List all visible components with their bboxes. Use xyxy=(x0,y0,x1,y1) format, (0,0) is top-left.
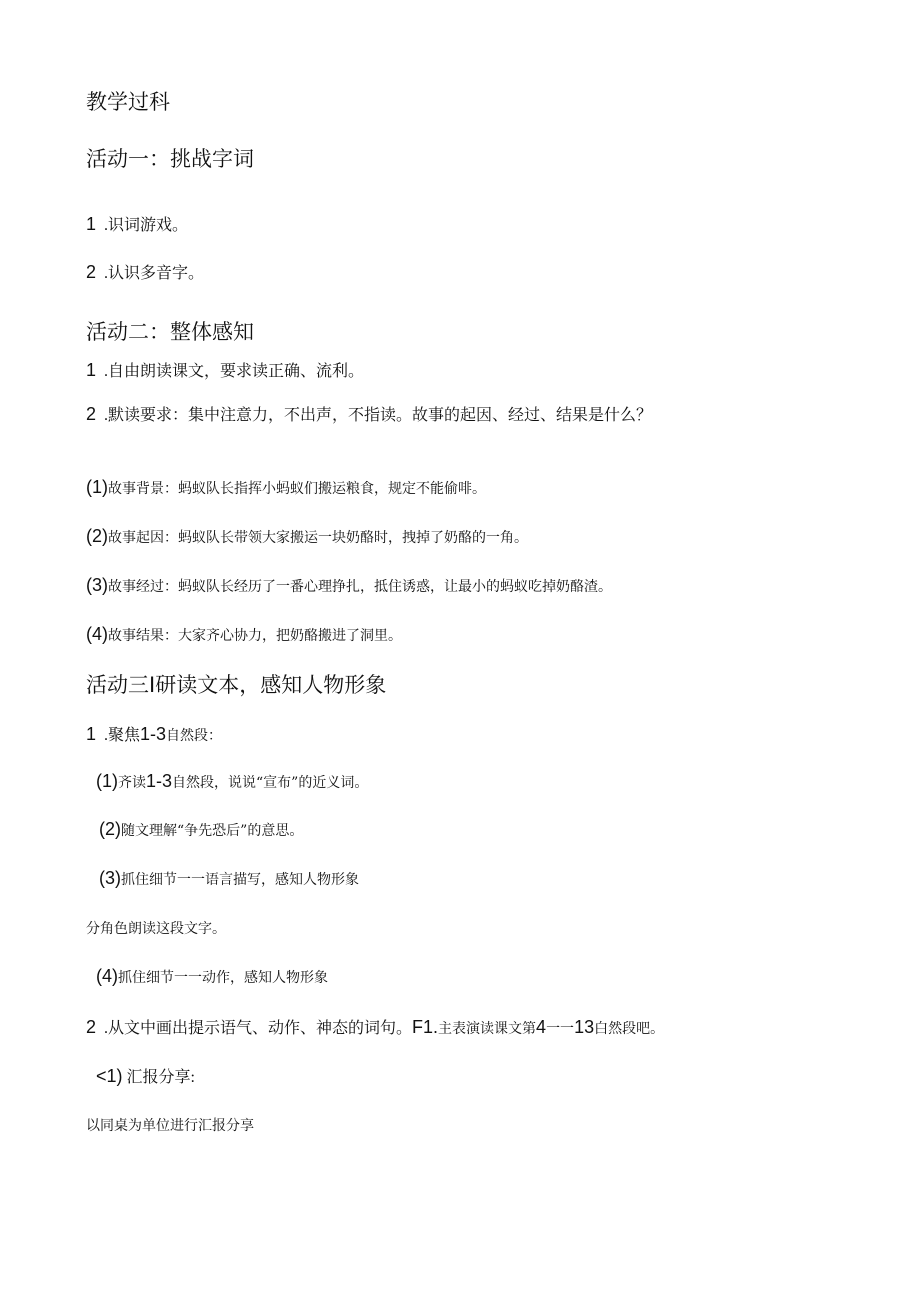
activity-3-item-1 xyxy=(86,722,222,745)
activity-2-item-2 xyxy=(86,402,652,425)
sub-number: (1) xyxy=(86,477,108,497)
range-number: 1-3 xyxy=(140,724,167,744)
sub-text-pre: 齐读 xyxy=(118,775,146,791)
sub-number: (2) xyxy=(86,526,108,546)
item-text-b: F1. xyxy=(412,1017,439,1037)
sub-number: (4) xyxy=(96,966,118,986)
item-text-f: 13 xyxy=(574,1017,595,1037)
activity-1-item-1 xyxy=(86,212,188,235)
range-number: 1-3 xyxy=(146,771,173,791)
sub-text: 故事背景：蚂蚁队长指挥小蚂蚁们搬运粮食，规定不能偷啡。 xyxy=(108,481,486,497)
sub-number: (3) xyxy=(86,575,108,595)
sub-text: 故事起因：蚂蚁队长带领大家搬运一块奶酪时，拽掉了奶酪的一角。 xyxy=(108,530,528,546)
sub-number: (4) xyxy=(86,624,108,644)
item-number: 2 xyxy=(86,404,97,424)
item-number: 2 xyxy=(86,262,97,282)
activity-1-heading: 活动一：挑战字词 xyxy=(86,147,254,171)
item-text: .自由朗读课文，要求读正确、流利。 xyxy=(104,363,365,380)
item-text: .认识多音字。 xyxy=(104,265,205,282)
item-text: .识词游戏。 xyxy=(104,217,189,234)
sub-number: (2) xyxy=(99,819,121,839)
activity-3-item-2 xyxy=(86,1015,664,1038)
page-title: 教学过科 xyxy=(86,90,170,114)
activity-3-heading: 活动三I研读文本，感知人物形象 xyxy=(86,673,387,697)
item-text-d: 4 xyxy=(536,1017,547,1037)
item-text-c: 主表演读课文第 xyxy=(438,1021,537,1037)
activity-3-sub-1 xyxy=(96,771,368,792)
sub-number: (1) xyxy=(96,771,118,791)
sub-text-post: 自然段，说说“宣布”的近义词。 xyxy=(172,775,369,791)
item-text-e: 一一 xyxy=(546,1021,575,1037)
activity-1-item-2 xyxy=(86,260,204,283)
sub-text: 抓住细节一一语言描写，感知人物形象 xyxy=(121,872,359,888)
activity-3-report xyxy=(96,1064,195,1087)
sub-text: 故事结果：大家齐心协力，把奶酪搬进了洞里。 xyxy=(108,628,402,644)
report-text: 汇报分享: xyxy=(126,1069,195,1086)
activity-2-sub-2 xyxy=(86,526,528,547)
activity-2-sub-3 xyxy=(86,575,612,596)
activity-3-sub-3 xyxy=(99,868,359,889)
item-text: .默读要求：集中注意力，不出声，不指读。故事的起因、经过、结果是什么？ xyxy=(104,407,653,424)
activity-3-sub-2 xyxy=(99,819,303,840)
item-number: 1 xyxy=(86,360,97,380)
activity-3-note-2: 以同桌为单位进行汇报分享 xyxy=(86,1118,254,1134)
activity-2-sub-1 xyxy=(86,477,486,498)
item-number: 2 xyxy=(86,1017,97,1037)
item-number: 1 xyxy=(86,724,97,744)
item-text-post: 自然段： xyxy=(166,728,223,744)
sub-text: 随文理解“争先恐后”的意思。 xyxy=(121,823,304,839)
activity-2-heading: 活动二：整体感知 xyxy=(86,320,254,344)
sub-number: (3) xyxy=(99,868,121,888)
activity-2-sub-4 xyxy=(86,624,402,645)
report-number: <1) xyxy=(96,1066,123,1086)
item-number: 1 xyxy=(86,214,97,234)
activity-2-item-1 xyxy=(86,358,364,381)
activity-3-note-1: 分角色朗读这段文字。 xyxy=(86,921,226,937)
sub-text: 故事经过：蚂蚁队长经历了一番心理挣扎，抵住诱惑，让最小的蚂蚁吃掉奶酪渣。 xyxy=(108,579,612,595)
item-text-pre: .聚焦 xyxy=(104,727,141,744)
sub-text: 抓住细节一一动作，感知人物形象 xyxy=(118,970,328,986)
item-text-g: 白然段吧。 xyxy=(594,1021,665,1037)
activity-3-sub-4 xyxy=(96,966,328,987)
item-text-a: .从文中画出提示语气、动作、神态的词句。 xyxy=(104,1020,413,1037)
